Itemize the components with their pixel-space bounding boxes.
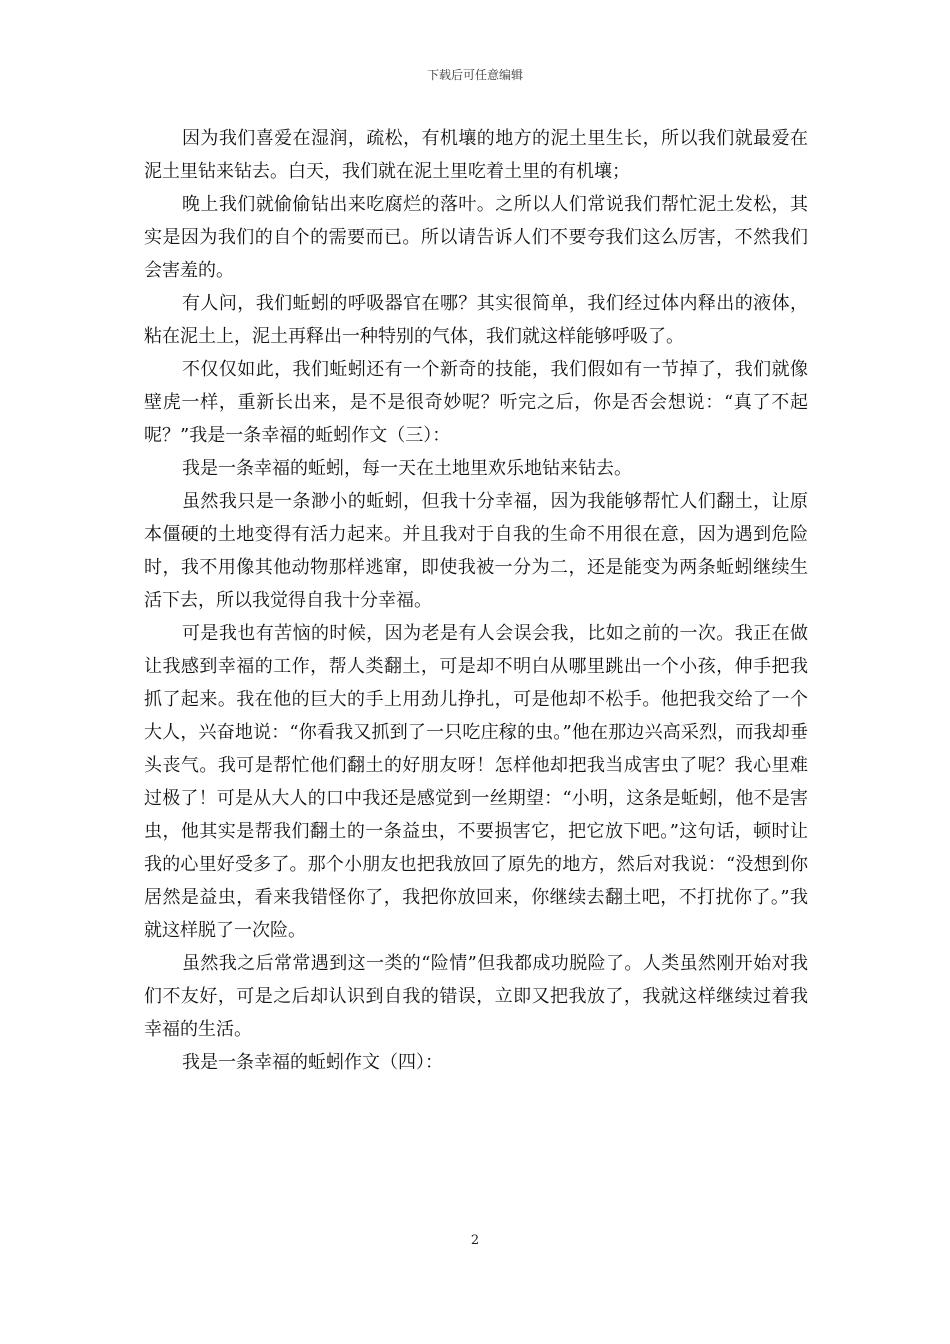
paragraph: 可是我也有苦恼的时候，因为老是有人会误会我，比如之前的一次。我正在做让我感到幸福的工作，帮人类翻土，可是却不明白从哪里跳出一个小孩，伸手把我抓了起来。我在他的巨大的手上用劲儿挣扎，可是他却不松手。他把我交给了一个大人，兴奋地说：“你看我又抓到了一只吃庄稼的虫。”他在那边兴高采烈，而我却垂头丧气。我可是帮忙他们翻土的好朋友呀！怎样他却把我当成害虫了呢？我心里难过极了！可是从大人的口中我还是感觉到一丝期望：“小明，这条是蚯蚓，他不是害虫，他其实是帮我们翻土的一条益虫，不要损害它，把它放下吧。”这句话，顿时让我的心里好受多了。那个小朋友也把我放回了原先的地方，然后对我说：“没想到你居然是益虫，看来我错怪你了，我把你放回来，你继续去翻土吧，不打扰你了。”我就这样脱了一次险。 xyxy=(144,623,808,941)
paragraph: 不仅仅如此，我们蚯蚓还有一个新奇的技能，我们假如有一节掉了，我们就像壁虎一样，重新长出来，是不是很奇妙呢？听完之后，你是否会想说：“真了不起呢？”我是一条幸福的蚯蚓作文（三）： xyxy=(144,359,808,446)
paragraph: 我是一条幸福的蚯蚓作文（四）： xyxy=(182,1052,443,1073)
document-body xyxy=(144,122,808,1079)
paragraph: 我是一条幸福的蚯蚓，每一天在土地里欢乐地钻来钻去。 xyxy=(182,458,632,479)
paragraph: 虽然我只是一条渺小的蚯蚓，但我十分幸福，因为我能够帮忙人们翻土，让原本僵硬的土地变得有活力起来。并且我对于自我的生命不用很在意，因为遇到危险时，我不用像其他动物那样逃窜，即使我被一分为二，还是能变为两条蚯蚓继续生活下去，所以我觉得自我十分幸福。 xyxy=(144,491,808,611)
page-number: 2 xyxy=(470,1233,480,1248)
page-header: 下载后可任意编辑 xyxy=(426,68,523,82)
paragraph: 虽然我之后常常遇到这一类的“险情”但我都成功脱险了。人类虽然刚开始对我们不友好，可是之后却认识到自我的错误，立即又把我放了，我就这样继续过着我幸福的生活。 xyxy=(144,953,808,1040)
paragraph: 有人问，我们蚯蚓的呼吸器官在哪？其实很简单，我们经过体内释出的液体，粘在泥土上，泥土再释出一种特别的气体，我们就这样能够呼吸了。 xyxy=(144,293,808,347)
paragraph: 晚上我们就偷偷钻出来吃腐烂的落叶。之所以人们常说我们帮忙泥土发松，其实是因为我们的自个的需要而已。所以请告诉人们不要夸我们这么厉害，不然我们会害羞的。 xyxy=(144,194,808,281)
paragraph: 因为我们喜爱在湿润，疏松，有机壤的地方的泥土里生长，所以我们就最爱在泥土里钻来钻去。白天，我们就在泥土里吃着土里的有机壤； xyxy=(144,128,808,182)
